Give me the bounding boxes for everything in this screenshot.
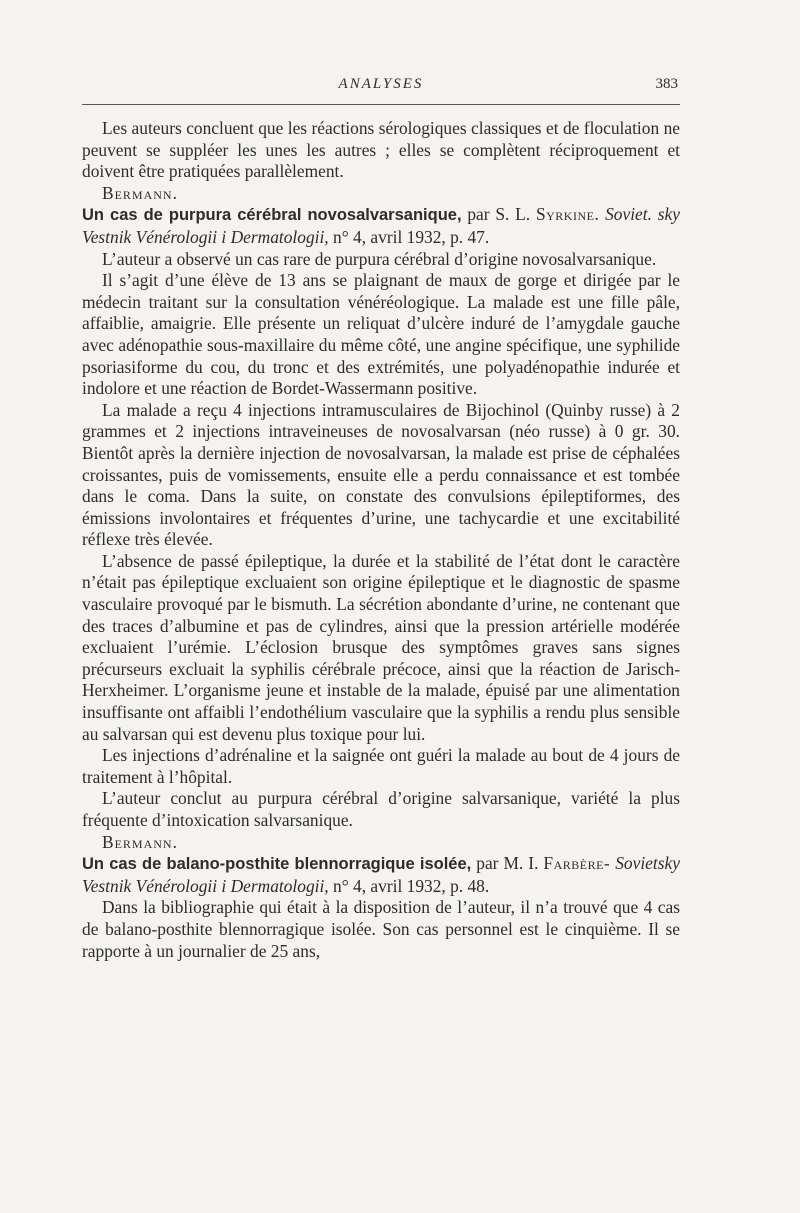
article1-author-initials: S. L. <box>495 204 531 225</box>
article2-journal: Sovietsky Vestnik Vénérologii i Dermatologii, <box>82 853 680 896</box>
header-rule <box>82 104 680 105</box>
article1-author-name: Syrkine. <box>535 204 600 225</box>
article1-journal: Soviet. sky Vestnik Vénérologii i Dermatologii, <box>82 204 680 247</box>
article1-paragraph: Il s’agit d’une élève de 13 ans se plaignant de maux de gorge et dirigée par le médecin traitant sur la consultation vénéréologique. La malade est une fille pâle, affaiblie, amaigrie. Elle présente un reliquat d’ulcère induré de l’amygdale gauche avec adénopathie sous-maxillaire du même côté, une angine spécifique, une syphilide psoriasiforme du cou, du tronc et des extrémités, une polyadénopathie indurée et indolore et une réaction de Bordet-Wassermann positive. <box>82 270 680 399</box>
article1-title: Un cas de purpura cérébral novosalvarsanique, <box>82 206 462 225</box>
page-number: 383 <box>655 76 678 92</box>
article1-heading <box>82 204 680 248</box>
article1-paragraph: Les injections d’adrénaline et la saignée ont guéri la malade au bout de 4 jours de traitement à l’hôpital. <box>82 745 680 787</box>
running-title: ANALYSES <box>338 76 424 92</box>
article1-paragraph: L’auteur a observé un cas rare de purpura cérébral d’origine novosalvarsanique. <box>102 248 657 269</box>
article2-paragraph: Dans la bibliographie qui était à la disposition de l’auteur, il n’a trouvé que 4 cas de balano-posthite blennorragique isolée. Son cas personnel est le cinquième. Il se rapporte à un journalier de 25 ans, <box>82 897 680 961</box>
article2-by: par <box>476 853 499 874</box>
intro-paragraph: Les auteurs concluent que les réactions sérologiques classiques et de floculation ne peuvent se suppléer les unes les autres ; elles se complètent réciproquement et doivent être pratiquées parallèlement. <box>82 118 680 182</box>
article2-title: Un cas de balano-posthite blennorragique isolée, <box>82 855 472 874</box>
page-body <box>82 118 680 962</box>
article1-paragraph: La malade a reçu 4 injections intramusculaires de Bijochinol (Quinby russe) à 2 grammes et 2 injections intraveineuses de novosalvarsan (néo russe) à 0 gr. 30. Bientôt après la dernière injection de novosalvarsan, la malade est prise de céphalées croissantes, puis de vomissements, ensuite elle a perdu connaissance et est tombée dans le coma. Dans la suite, on constate des convulsions épileptiformes, des émissions involontaires et fréquentes d’urine, une tachycardie et une excitabilité réflexe très élevée. <box>82 399 680 550</box>
article1-signature: Bermann. <box>102 831 178 852</box>
article1-by: par <box>467 204 490 225</box>
article1-paragraph: L’absence de passé épileptique, la durée et la stabilité de l’état dont le caractère n’était pas épileptique excluaient son origine épileptique et le diagnostic de spasme vasculaire provoqué par le bismuth. La sécrétion abondante d’urine, ne contenant que des traces d’albumine et pas de cylindres, ainsi que la pression artérielle modérée excluaient l’urémie. L’éclosion brusque des symptômes graves sans signes précurseurs excluait la syphilis cérébrale précoce, ainsi que la réaction de Jarisch-Herxheimer. L’organisme jeune et instable de la malade, épuisé par une alimentation insuffisante ont affaibli l’endothélium vasculaire que la syphilis a rendu plus sensible au salvarsan qui est devenu plus toxique pour lui. <box>82 550 680 744</box>
intro-signature: Bermann. <box>102 182 178 203</box>
article1-paragraph: L’auteur conclut au purpura cérébral d’origine salvarsanique, variété la plus fréquente d’intoxication salvarsanique. <box>82 788 680 830</box>
article1-issue: n° 4, avril 1932, p. 47. <box>333 226 490 247</box>
article2-author-initials: M. I. <box>503 853 539 874</box>
article2-heading <box>82 853 680 897</box>
article2-issue: n° 4, avril 1932, p. 48. <box>333 875 490 896</box>
page-header <box>82 76 680 98</box>
article2-author-name: Farbère- <box>543 853 611 874</box>
